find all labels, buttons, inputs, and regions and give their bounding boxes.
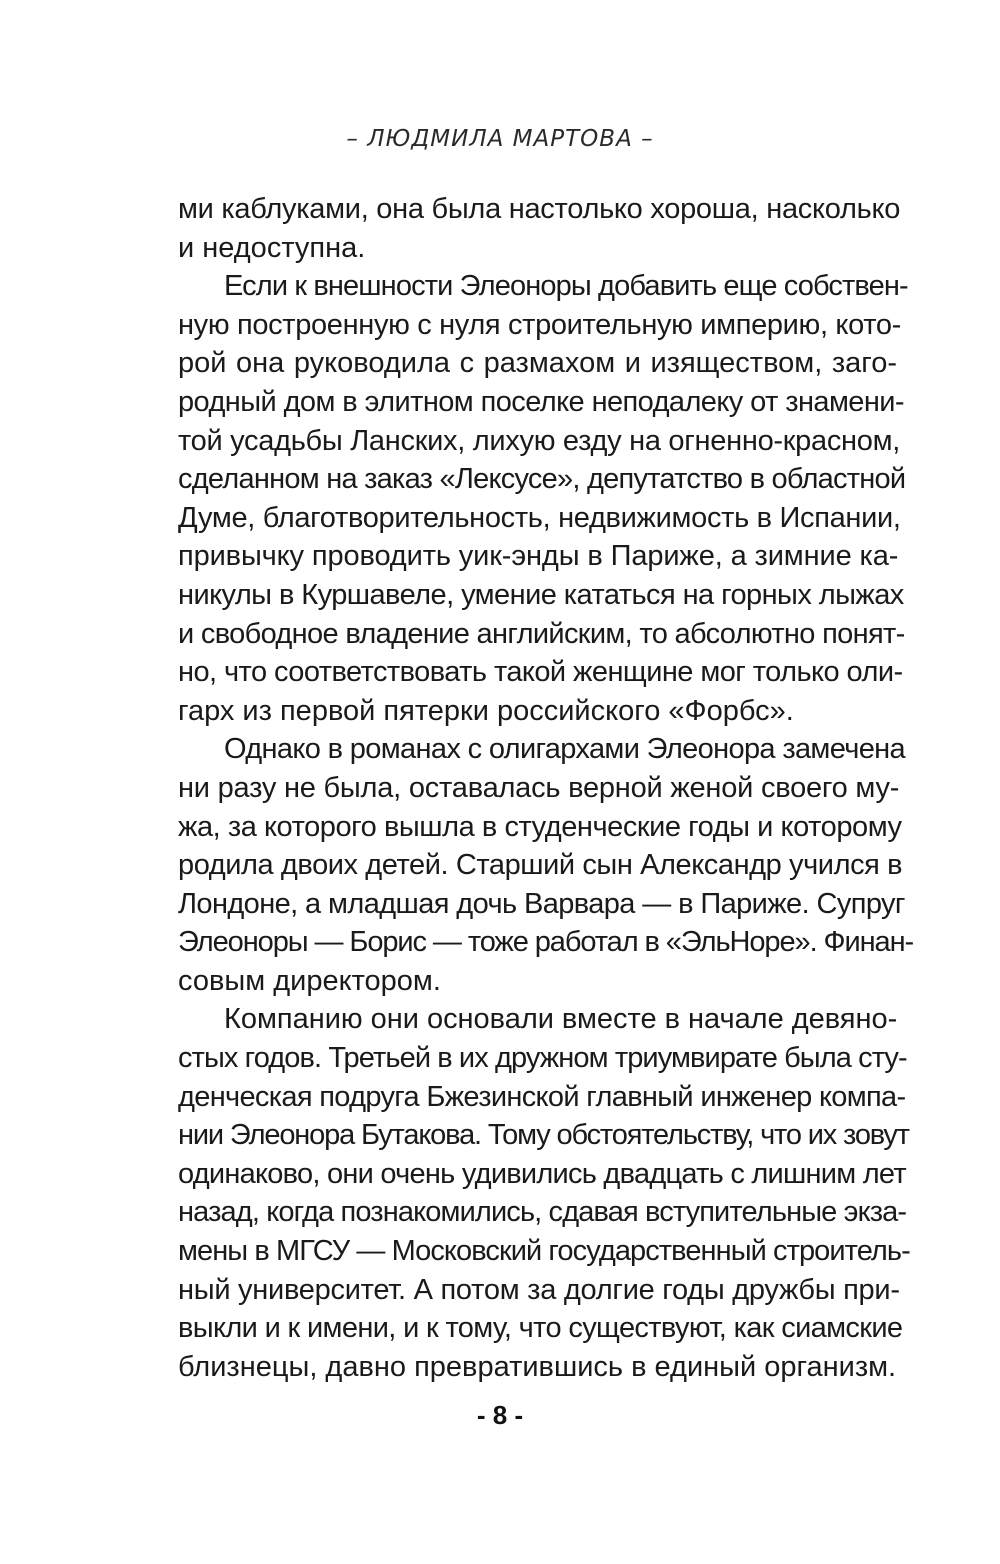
page-number: - 8 - [476,1400,524,1430]
text-line: родила двоих детей. Старший сын Александр учился в [178,849,903,882]
body-text [178,190,914,1386]
text-line: ми каблуками, она была настолько хороша, насколько [178,193,901,225]
text-line: Если к внешности Элеоноры добавить еще собствен- [224,270,908,303]
text-line: Однако в романах с олигархами Элеонора замечена [224,733,906,766]
text-line: близнецы, давно превратившись в единый организм. [178,1350,897,1383]
text-line: Компанию они основали вместе в начале девяно- [224,1003,898,1036]
text-line: ни разу не была, оставалась верной женой своего му- [178,771,900,804]
text-line: денческая подруга Бжезинской главный инженер компа- [178,1080,906,1113]
running-head-author: – ЛЮДМИЛА МАРТОВА – [346,126,654,152]
text-line: Лондоне, а младшая дочь Варвара — в Париже. Супруг [178,887,905,920]
text-line: той усадьбы Ланских, лихую езду на огненно-красном, [178,424,901,457]
text-line: мены в МГСУ — Московский государственный строитель- [178,1235,910,1268]
text-line: никулы в Куршавеле, умение кататься на горных лыжах [178,578,904,611]
text-line: привычку проводить уик-энды в Париже, а зимние ка- [178,540,899,573]
text-line: совым директором. [178,964,441,997]
text-line: сделанном на заказ «Лексусе», депутатство в областной [178,463,906,496]
text-line: и свободное владение английским, то абсолютно понят- [178,617,905,650]
text-line: Элеоноры — Борис — тоже работал в «ЭльНоре». Финан- [178,926,914,959]
text-line: выкли и к имени, и к тому, что существуют, как сиамские [178,1312,903,1345]
text-line: гарх из первой пятерки российского «Форбс». [178,694,794,727]
text-line: ную построенную с нуля строительную империю, кото- [178,308,901,341]
text-line: стых годов. Третьей в их дружном триумвирате была сту- [178,1042,907,1075]
text-line: назад, когда познакомились, сдавая вступительные экза- [178,1196,907,1229]
text-line: ный университет. А потом за долгие годы дружбы при- [178,1273,900,1306]
text-line: одинаково, они очень удивились двадцать с лишним лет [178,1157,906,1190]
text-line: но, что соответствовать такой женщине мог только оли- [178,656,903,689]
text-line: рой она руководила с размахом и изяществом, заго- [178,347,897,380]
text-line: Думе, благотворительность, недвижимость в Испании, [178,501,901,534]
text-line: родный дом в элитном поселке неподалеку от знамени- [178,385,904,418]
text-line: и недоступна. [178,231,366,264]
text-line: нии Элеонора Бутакова. Тому обстоятельству, что их зовут [178,1119,909,1152]
text-line: жа, за которого вышла в студенческие годы и которому [178,810,902,843]
